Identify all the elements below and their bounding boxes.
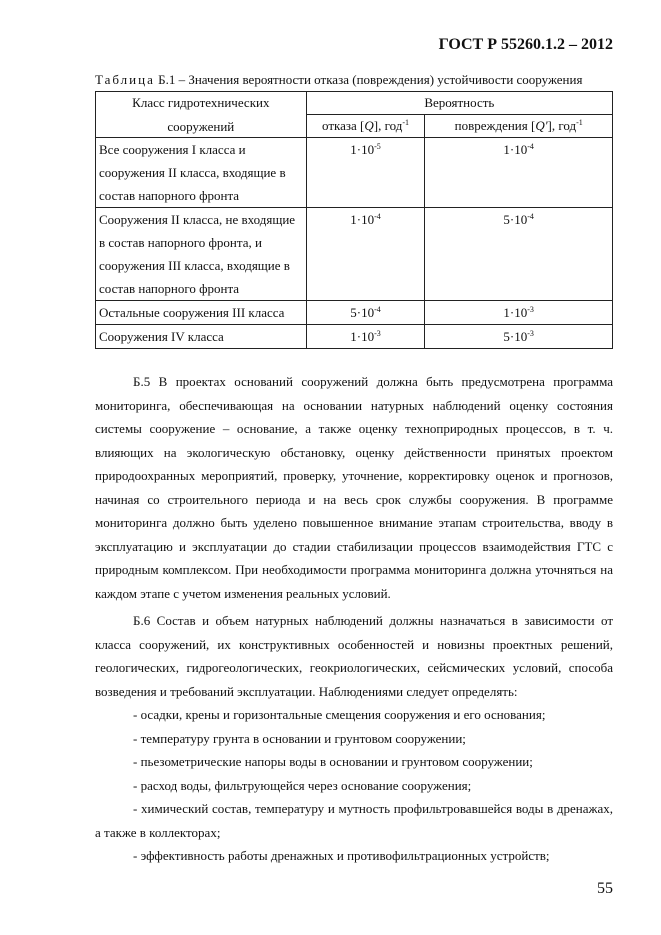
header-failure-unit: ], год (373, 118, 403, 133)
row-damage-value (425, 208, 613, 301)
list-item: - химический состав, температуру и мутность профильтровавшейся воды в дренажах, а также в коллекторах; (95, 801, 613, 840)
row-class-line: Сооружения II класса, не входящие (99, 212, 296, 227)
damage-exp: -4 (527, 212, 534, 221)
header-class-line-1: Класс гидротехнических (132, 95, 270, 110)
failure-mantissa: 5·10 (350, 305, 375, 320)
row-failure-value (306, 208, 425, 301)
list-item: - пьезометрические напоры воды в основании и грунтовом сооружении; (133, 754, 533, 769)
damage-mantissa: 1·10 (503, 142, 528, 157)
failure-exp: -3 (374, 329, 381, 338)
header-damage-unit: ], год (547, 118, 577, 133)
paragraph-b5: Б.5 В проектах оснований сооружений должна быть предусмотрена программа мониторинга, обеспечивающая на основании натурных наблюдений оценку состояния системы сооружение – основание, а также оценку техноприродных процессов, в т. ч. влияющих на экологическую обстановку, оценку действенности принятых проектом природоохранных мероприятий, проверку, уточнение, корректировку оценок и прогнозов, начиная со строительного периода и на весь срок службы сооружения. В программе мониторинга должно быть уделено повышенное внимание этапам строительства, вводу в эксплуатацию и эксплуатации до стадии стабилизации процессов взаимодействия ГТС с природным комплексом. При необходимости программа мониторинга должна уточняться на каждом этапе с учетом изменения реальных условий. (95, 374, 613, 601)
table-row (96, 325, 613, 349)
paragraph-b6: Б.6 Состав и объем натурных наблюдений должны назначаться в зависимости от класса сооружений, их конструктивных особенностей и новизны проектных решений, геологических, гидрогеологических, геокриологических, сейсмических условий, способа возведения и требований эксплуатации. Наблюдениями следует определять: (95, 613, 613, 699)
row-damage-value (425, 138, 613, 208)
row-class-line: Все сооружения I класса и (99, 142, 246, 157)
row-damage-value (425, 325, 613, 349)
row-failure-value (306, 325, 425, 349)
table-caption (95, 72, 582, 88)
row-class (96, 301, 307, 325)
header-class-line-2: сооружений (167, 119, 235, 134)
table-row (96, 138, 613, 208)
header-class (96, 92, 307, 138)
row-class (96, 208, 307, 301)
damage-exp: -3 (527, 329, 534, 338)
row-class-line: в состав напорного фронта, и (99, 235, 262, 250)
failure-mantissa: 1·10 (350, 329, 375, 344)
document-header: ГОСТ Р 55260.1.2 – 2012 (438, 36, 613, 53)
list-item: - расход воды, фильтрующейся через основание сооружения; (133, 777, 472, 793)
list-item: - эффективность работы дренажных и противофильтрационных устройств; (133, 848, 550, 863)
failure-mantissa: 1·10 (350, 212, 375, 227)
probability-table (95, 91, 613, 349)
table-caption-text: Б.1 – Значения вероятности отказа (повреждения) устойчивости сооружения (158, 72, 583, 87)
damage-mantissa: 5·10 (503, 212, 528, 227)
page-number: 55 (597, 880, 613, 897)
failure-exp: -4 (374, 212, 381, 221)
failure-exp: -4 (374, 305, 381, 314)
header-failure (306, 115, 425, 138)
header-damage-text: повреждения [ (454, 118, 536, 133)
row-class-line: состав напорного фронта (99, 281, 240, 296)
header-damage-symbol: Q' (535, 118, 548, 133)
list-item: - осадки, крены и горизонтальные смещения сооружения и его основания; (133, 707, 546, 722)
damage-mantissa: 1·10 (503, 305, 528, 320)
header-failure-symbol: Q (364, 118, 374, 133)
damage-exp: -4 (527, 142, 534, 151)
header-failure-text: отказа [ (321, 118, 365, 133)
row-class (96, 138, 307, 208)
row-class-line: сооружения II класса, входящие в (99, 165, 286, 180)
table-row (96, 208, 613, 301)
table-caption-label: Таблица (95, 72, 155, 87)
row-class-line: Остальные сооружения III класса (99, 305, 285, 320)
table-row (96, 301, 613, 325)
damage-mantissa: 5·10 (503, 329, 528, 344)
damage-exp: -3 (527, 305, 534, 314)
row-class-line: состав напорного фронта (99, 188, 240, 203)
list-item: - температуру грунта в основании и грунтовом сооружении; (133, 730, 466, 746)
row-class-line: Сооружения IV класса (99, 329, 224, 344)
header-failure-exp: -1 (402, 118, 410, 127)
body-text (95, 370, 613, 868)
header-damage (425, 115, 613, 138)
row-failure-value (306, 138, 425, 208)
row-class-line: сооружения III класса, входящие в (99, 258, 290, 273)
table-header-row (96, 92, 613, 115)
failure-mantissa: 1·10 (350, 142, 375, 157)
row-class (96, 325, 307, 349)
header-damage-exp: -1 (576, 118, 583, 127)
row-failure-value (306, 301, 425, 325)
failure-exp: -5 (374, 142, 381, 151)
header-probability: Вероятность (306, 92, 612, 115)
row-damage-value (425, 301, 613, 325)
